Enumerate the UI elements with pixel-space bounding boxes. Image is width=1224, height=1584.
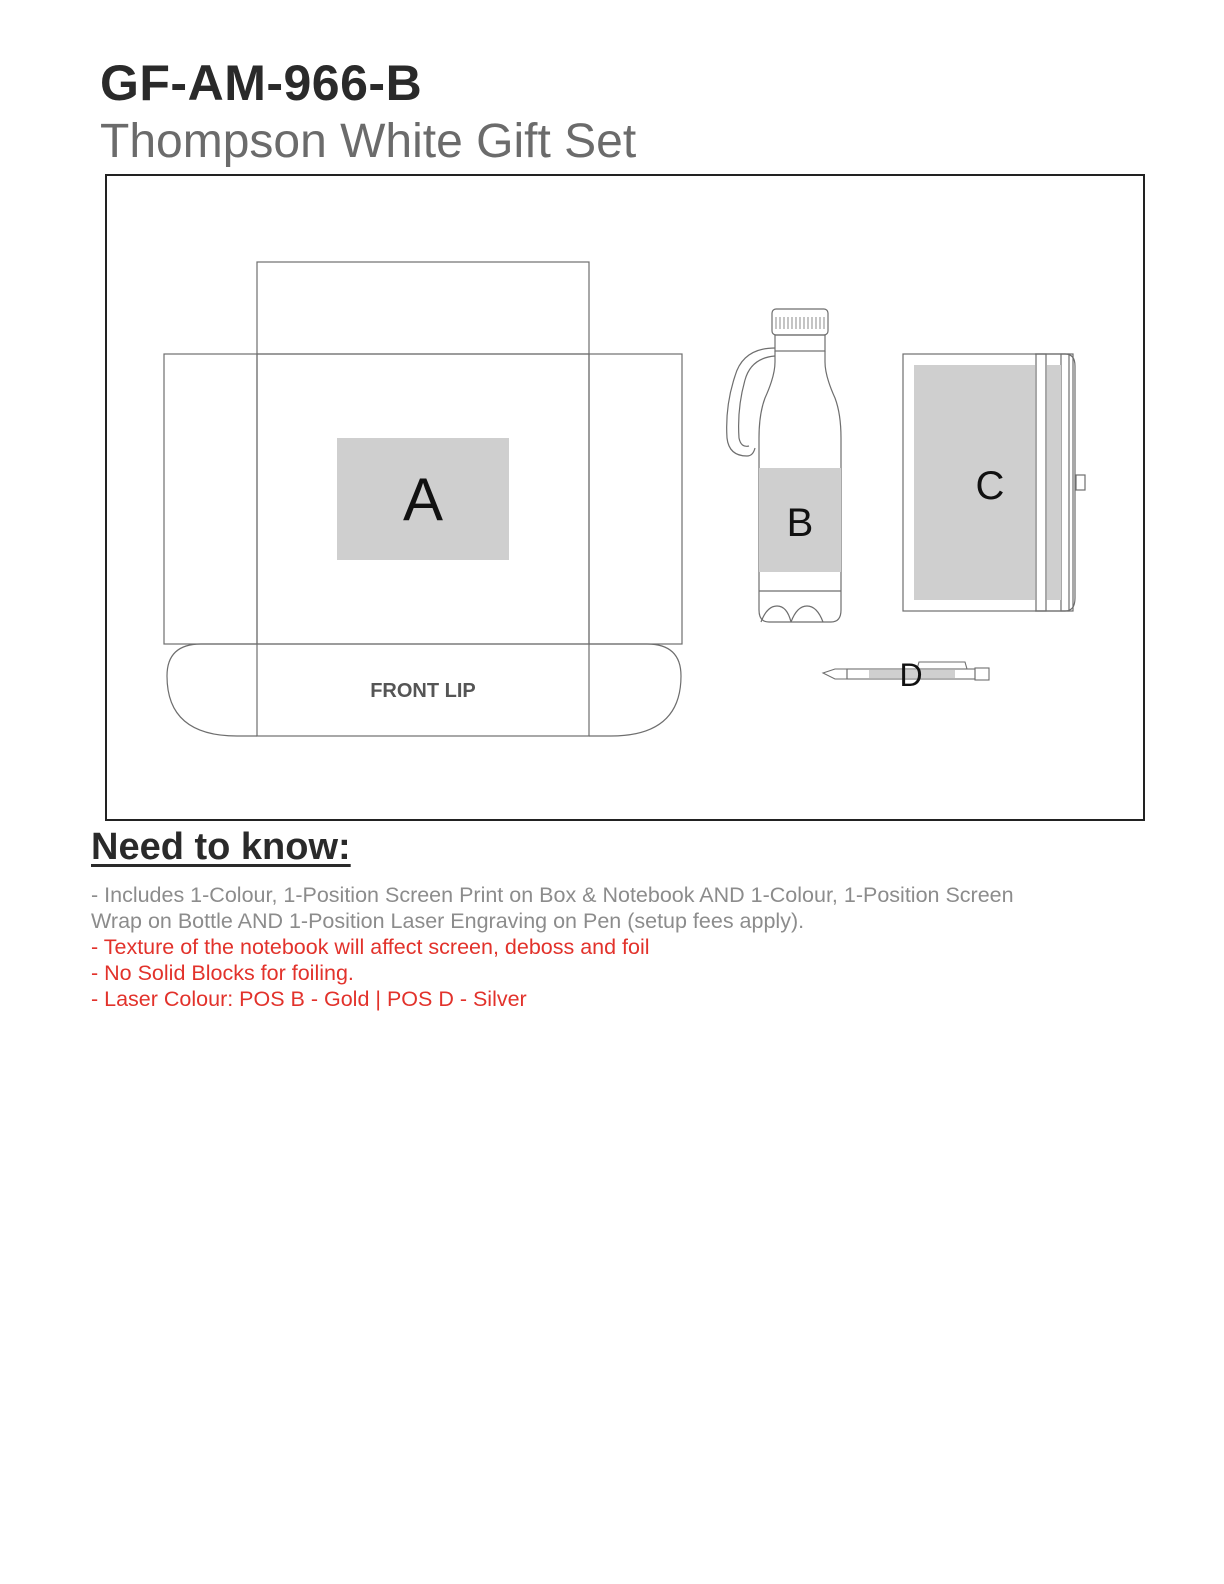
- box-lip-left-tab: [167, 644, 257, 736]
- notebook-band-left: [1036, 354, 1046, 611]
- box-top-flap: [257, 262, 589, 354]
- product-code: GF-AM-966-B: [100, 55, 423, 111]
- box-right-flap: [589, 354, 682, 644]
- artwork-frame: [105, 174, 1145, 821]
- label-b: B: [786, 501, 814, 545]
- need-to-know-notes: [91, 882, 1141, 1012]
- front-lip-label: FRONT LIP: [370, 680, 476, 702]
- note-line: Wrap on Bottle AND 1-Position Laser Engraving on Pen (setup fees apply).: [91, 909, 805, 933]
- box-lip-right-tab: [589, 644, 681, 736]
- note-line-warning: - No Solid Blocks for foiling.: [91, 961, 354, 985]
- print-area-c: [914, 365, 1035, 600]
- cap-grip: [776, 317, 824, 329]
- note-line-warning: - Laser Colour: POS B - Gold | POS D - Silver: [91, 987, 527, 1011]
- label-d: D: [899, 657, 923, 693]
- product-name: Thompson White Gift Set: [100, 115, 637, 168]
- bottle: [727, 309, 841, 622]
- artwork-diagram: [107, 176, 1143, 819]
- pen-end: [975, 668, 989, 680]
- box-left-flap: [164, 354, 257, 644]
- bottle-strap-inner: [739, 356, 775, 446]
- bottle-base-feet: [761, 606, 823, 622]
- need-to-know-heading: Need to know:: [91, 826, 351, 868]
- label-a: A: [402, 466, 444, 533]
- notebook-pen-loop: [1076, 475, 1085, 490]
- note-line: - Includes 1-Colour, 1-Position Screen Print on Box & Notebook AND 1-Colour, 1-Position Screen: [91, 883, 1014, 907]
- bottle-strap-outer: [727, 348, 775, 456]
- notebook-band-fill: [1047, 365, 1061, 600]
- note-line-warning: - Texture of the notebook will affect screen, deboss and foil: [91, 935, 650, 959]
- bottle-neck-ring: [775, 335, 825, 351]
- label-c: C: [975, 464, 1005, 508]
- notebook-band-right: [1061, 354, 1069, 611]
- pen-clip: [917, 662, 967, 669]
- pen-tip: [823, 669, 847, 679]
